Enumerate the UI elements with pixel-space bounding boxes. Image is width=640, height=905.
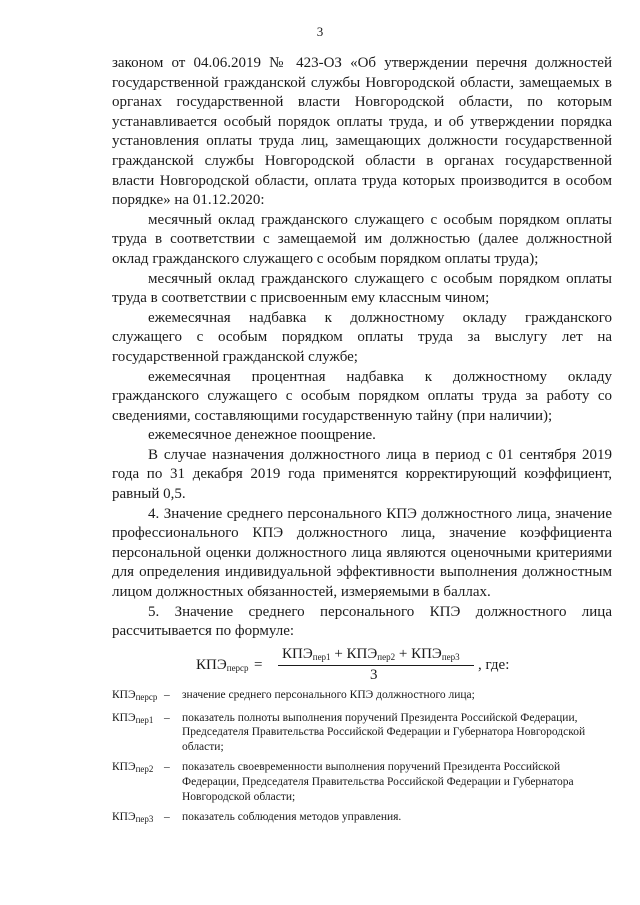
fraction-bar <box>278 665 474 666</box>
formula-denominator: 3 <box>370 667 378 683</box>
formula-legend <box>112 688 617 833</box>
paragraph: месячный оклад гражданского служащего с особым порядком оплаты труда в соответствии с присвоенным ему классным чином; <box>112 270 612 307</box>
paragraph: В случае назначения должностного лица в период с 01 сентября 2019 года по 31 декабря 2019 года применятся корректирующий коэффициент, равный 0,5. <box>112 446 612 503</box>
body-text <box>112 54 612 642</box>
paragraph: 5. Значение среднего персонального КПЭ должностного лица рассчитывается по формуле: <box>112 603 612 640</box>
paragraph: ежемесячная надбавка к должностному окладу гражданского служащего с особым порядком оплаты труда за выслугу лет на государственной гражданской службе; <box>112 309 612 365</box>
legend-dash: – <box>164 689 170 701</box>
legend-item <box>112 688 617 705</box>
legend-dash: – <box>164 761 170 774</box>
legend-term: $КПЭ_{перср}$ <box>112 689 158 702</box>
paragraph: законом от 04.06.2019 № 423-ОЗ «Об утверждении перечня должностей государственной гражданской службы Новгородской области, замещаемых в органах государственной власти Новгородской области, по которым устанавливается особый порядок оплаты труда, и об утверждении порядка установления оплаты труда лиц, замещающих должности государственной гражданской службы Новгородской области в органах государственной власти Новгородской области, оплата труда которых производится в особом порядке» на 01.12.2020: <box>112 55 612 209</box>
legend-term: $КПЭ_{пер2}$ <box>112 761 154 775</box>
legend-term: $КПЭ_{пер1}$ <box>112 711 154 725</box>
paragraph: ежемесячная процентная надбавка к должностному окладу гражданского служащего с особым порядком оплаты труда за работу со сведениями, составляющими государственную тайну (при наличии); <box>112 368 612 424</box>
legend-description: показатель соблюдения методов управления. <box>182 811 402 824</box>
legend-item <box>112 810 617 827</box>
formula-equals: = <box>254 657 263 673</box>
legend-term: $КПЭ_{пер3}$ <box>112 811 154 825</box>
paragraph: месячный оклад гражданского служащего с особым порядком оплаты труда в соответствии с замещаемой им должностью (далее должностной оклад гражданского служащего с особым порядком оплаты труда); <box>112 211 612 267</box>
legend-dash: – <box>164 711 170 724</box>
legend-description: значение среднего персонального КПЭ должностного лица; <box>182 689 475 701</box>
legend-dash: – <box>164 811 170 824</box>
formula <box>196 646 616 686</box>
formula-numerator: $КПЭ_{пер1} + КПЭ_{пер2} + КПЭ_{пер3}$ <box>282 646 460 662</box>
legend-item <box>112 760 617 804</box>
paragraph: 4. Значение среднего персонального КПЭ должностного лица, значение профессионального КПЭ должностного лица, значение коэффициента персональной оценки должностного лица являются оценочными критериями для определения индивидуальной эффективности выполнения должностным лицом должностных обязанностей, измеряемыми в баллах. <box>112 505 612 601</box>
formula-lhs: $КПЭ_{перср}$ <box>196 657 249 673</box>
legend-description: показатель своевременности выполнения поручений Президента Российской Федерации, Председателя Правительства Российской Федерации и Губернатора Новгородской области; <box>182 761 574 803</box>
page-number: 3 <box>316 24 324 39</box>
paragraph: ежемесячное денежное поощрение. <box>148 427 376 444</box>
legend-description: показатель полноты выполнения поручений Президента Российской Федерации, Председателя Правительства Российской Федерации и Губернатора Новгородской области; <box>182 711 586 753</box>
legend-item <box>112 711 617 755</box>
formula-tail: , где: <box>478 657 510 673</box>
